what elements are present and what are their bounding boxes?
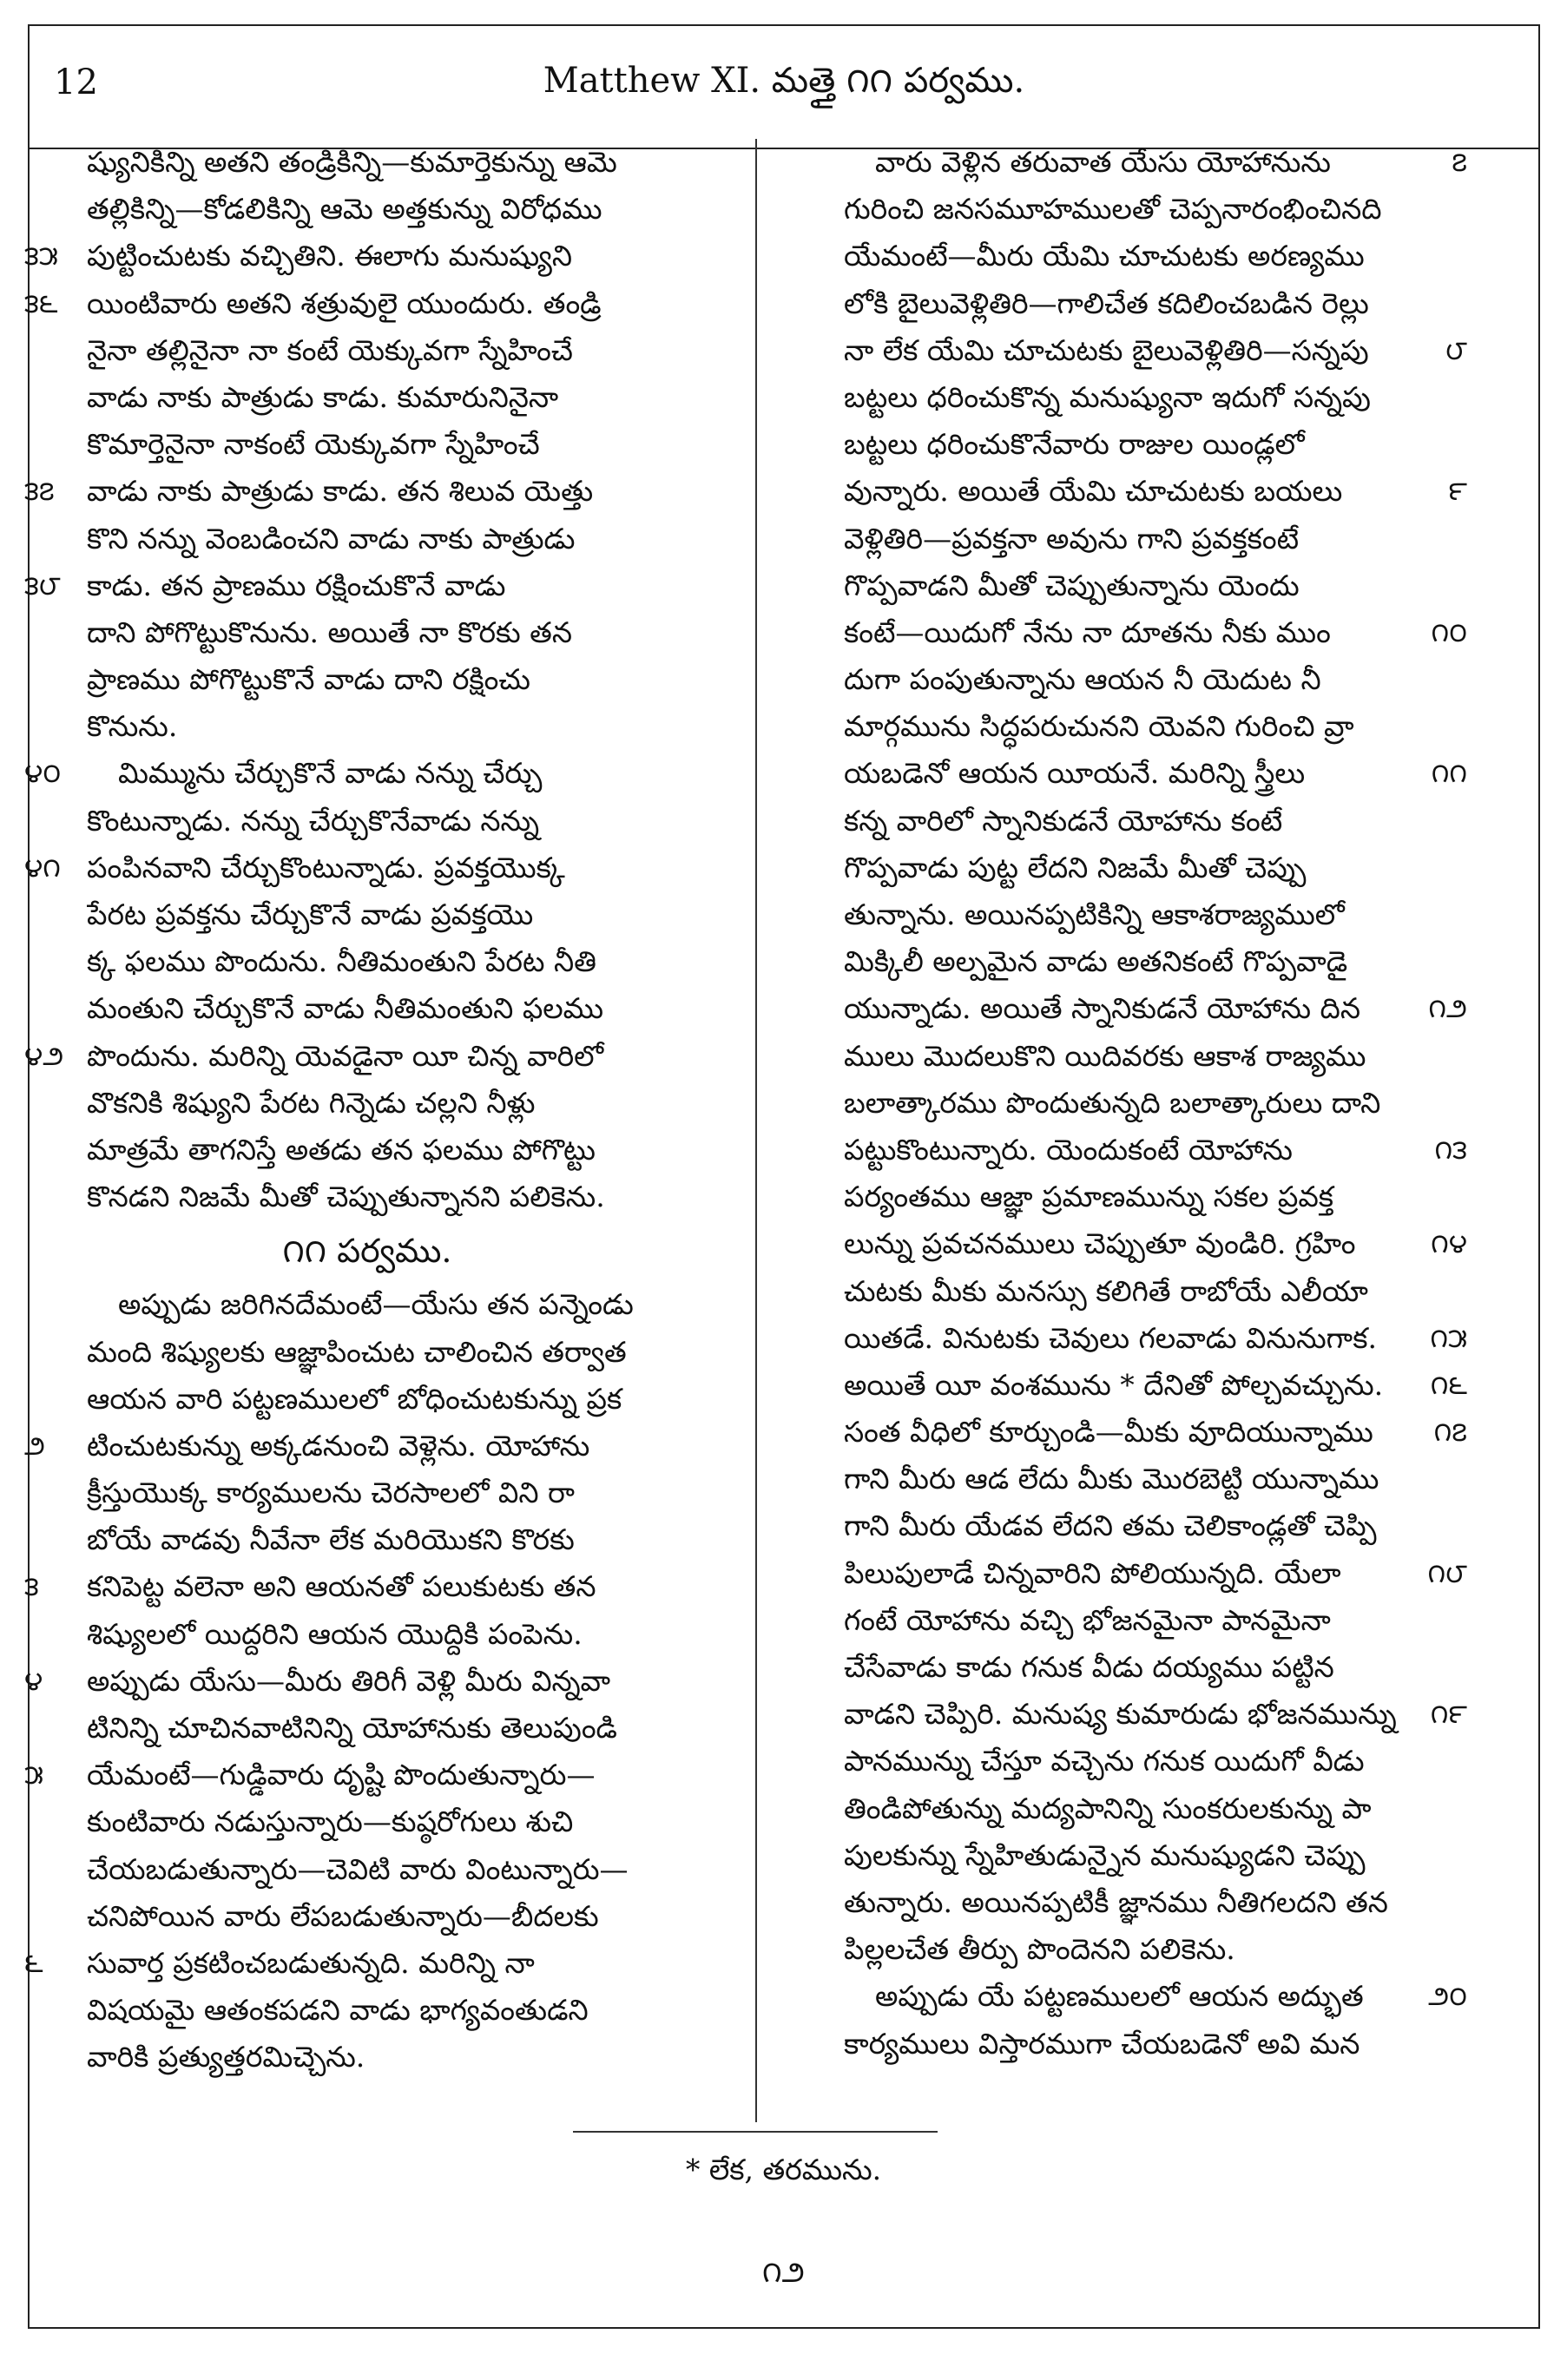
verse-text: బలాత్కారము పొందుతున్నది బలాత్కారులు దాని — [844, 1085, 1381, 1120]
verse-text: క్క ఫలము పొందును. నీతిమంతుని పేరట నీతి — [87, 944, 596, 979]
verse-number: ౪౧ — [24, 851, 61, 884]
text-line — [781, 1268, 1467, 1315]
text-line — [24, 562, 710, 609]
verse-text: పానమున్ను చేస్తూ వచ్చెను గనుక యిదుగో వీడు — [844, 1744, 1365, 1778]
text-line — [781, 327, 1467, 374]
verse-number: ౪౨ — [24, 1040, 64, 1072]
verse-number: ౨౦ — [1428, 1981, 1467, 2013]
verse-text: పొందును. మరిన్ని యెవడైనా యీ చిన్న వారిలో — [87, 1038, 604, 1073]
text-line — [24, 233, 710, 279]
verse-text: కుంటివారు నడుస్తున్నారు—కుష్ఠరోగులు శుచి — [87, 1805, 574, 1839]
footnote: * లేక, తరమును. — [685, 2153, 882, 2186]
text-line — [24, 374, 710, 421]
text-line — [24, 1080, 710, 1127]
text-line — [24, 750, 710, 797]
verse-text: యున్నాడు. అయితే స్నానికుడనే యోహాను దిన — [844, 991, 1361, 1026]
text-line — [781, 280, 1467, 327]
text-line — [781, 845, 1467, 891]
verse-text: గంటే యోహాను వచ్చి భోజనమైనా పానమైనా — [844, 1602, 1331, 1637]
verse-text: కొనును. — [87, 709, 178, 744]
text-line — [781, 798, 1467, 845]
text-line — [24, 1127, 710, 1174]
page-number: 12 — [54, 62, 98, 102]
verse-number: ౩౬ — [24, 287, 58, 319]
right-column — [781, 139, 1467, 2068]
verse-text: పట్టుకొంటున్నారు. యెందుకంటే యోహాను — [844, 1132, 1293, 1167]
verse-text: మిమ్మును చేర్చుకొనే వాడు నన్ను చేర్చు — [118, 756, 543, 791]
text-line — [24, 1658, 710, 1705]
running-title: Matthew XI. మత్తై ౧౧ పర్వము. — [543, 61, 1025, 101]
text-line — [781, 1502, 1467, 1549]
text-line — [24, 1376, 710, 1423]
verse-number: ౧౮ — [1427, 1557, 1467, 1589]
text-line — [781, 1691, 1467, 1738]
text-line — [781, 468, 1467, 515]
text-line — [781, 1550, 1467, 1597]
verse-number: ౩౫ — [24, 240, 58, 273]
text-line — [24, 1846, 710, 1893]
text-line — [24, 1893, 710, 1940]
text-line — [781, 1644, 1467, 1691]
text-line — [781, 1785, 1467, 1832]
verse-number: ౮ — [1445, 334, 1467, 366]
verse-text: కనిపెట్ట వలెనా అని ఆయనతో పలుకుటకు తన — [87, 1569, 596, 1604]
verse-text: చనిపోయిన వారు లేపబడుతున్నారు—బీదలకు — [87, 1898, 599, 1933]
verse-text: పర్యంతము ఆజ్ఞా ప్రమాణమున్ను సకల ప్రవక్త — [844, 1180, 1334, 1214]
verse-text: వాడు నాకు పాత్రుడు కాడు. తన శిలువ యెత్తు — [87, 474, 594, 509]
text-line — [24, 985, 710, 1032]
text-line — [24, 421, 710, 468]
verse-text: వాడు నాకు పాత్రుడు కాడు. కుమారునినైనా — [87, 379, 559, 414]
verse-text: ఆయన వారి పట్టణములలో బోధించుటకున్ను ప్రక — [87, 1381, 622, 1416]
verse-text: ములు మొదలుకొని యిదివరకు ఆకాశ రాజ్యము — [844, 1038, 1366, 1073]
text-line — [781, 2021, 1467, 2068]
verse-text: టించుటకున్ను అక్కడనుంచి వెళ్లెను. యోహాను — [87, 1428, 590, 1463]
text-line — [24, 938, 710, 985]
verse-text: బట్టలు ధరించుకొనేవారు రాజుల యిండ్లలో — [844, 427, 1305, 462]
text-line — [781, 421, 1467, 468]
verse-text: బట్టలు ధరించుకొన్న మనుష్యునా ఇదుగో సన్నపు — [844, 379, 1371, 414]
verse-text: యింటివారు అతని శత్రువులై యుందురు. తండ్రి — [87, 286, 602, 320]
text-line — [781, 374, 1467, 421]
verse-text: వాడని చెప్పిరి. మనుష్య కుమారుడు భోజనమున్ను — [844, 1697, 1397, 1732]
footnote-rule — [573, 2131, 938, 2133]
signature-mark: ౧౨ — [762, 2255, 805, 2290]
text-line — [781, 1879, 1467, 1926]
text-line — [781, 516, 1467, 562]
text-line — [24, 609, 710, 656]
text-line — [24, 186, 710, 233]
verse-text: చుటకు మీకు మనస్సు కలిగితే రాబోయే ఎలీయా — [844, 1273, 1368, 1308]
verse-text: మార్గమును సిద్ధపరుచునని యెవని గురించి వ్రా — [844, 709, 1354, 744]
verse-text: దాని పోగొట్టుకొనును. అయితే నా కొరకు తన — [87, 615, 572, 649]
verse-number: ౧౨ — [1428, 993, 1467, 1025]
verse-text: కొని నన్ను వెంబడించని వాడు నాకు పాత్రుడు — [87, 521, 576, 556]
text-line — [24, 891, 710, 938]
verse-text: నా లేక యేమి చూచుటకు బైలువెళ్లితిరి—సన్నపు — [844, 332, 1369, 367]
verse-text: యేమంటే—గుడ్డివారు దృష్టి పొందుతున్నారు— — [87, 1758, 596, 1792]
verse-text: తున్నాను. అయినప్పటికిన్ని ఆకాశరాజ్యములో — [844, 897, 1345, 931]
verse-text: సువార్త ప్రకటించబడుతున్నది. మరిన్ని నా — [87, 1945, 535, 1980]
verse-text: గాని మీరు యేడవ లేదని తమ చెలికాండ్లతో చెప్పి — [844, 1509, 1377, 1543]
text-line — [24, 280, 710, 327]
text-line — [781, 233, 1467, 279]
verse-text: కొంటున్నాడు. నన్ను చేర్చుకొనేవాడు నన్ను — [87, 803, 540, 838]
verse-text: పిలుపులాడే చిన్నవారిని పోలియున్నది. యేలా — [844, 1555, 1341, 1590]
text-line — [781, 985, 1467, 1032]
text-line — [781, 1315, 1467, 1362]
verse-text: వున్నారు. అయితే యేమి చూచుటకు బయలు — [844, 474, 1343, 509]
verse-text: వొకనికి శిష్యుని పేరట గిన్నెడు చల్లని నీళ్లు — [87, 1085, 536, 1120]
verse-text: గురించి జనసమూహములతో చెప్పనారంభించినది — [844, 192, 1382, 227]
chapter-heading: ౧౧ పర్వము. — [282, 1232, 452, 1271]
verse-text: లోకి బైలువెళ్లితిరి—గాలిచేత కదిలించబడిన రెల్లు — [844, 286, 1369, 320]
verse-number: ౪ — [24, 1665, 43, 1697]
verse-number: ౧౦ — [1431, 616, 1467, 648]
verse-text: యితడే. వినుటకు చెవులు గలవాడు వినునుగాక. — [844, 1320, 1378, 1355]
verse-text: పేరట ప్రవక్తను చేర్చుకొనే వాడు ప్రవక్తయొ — [87, 897, 534, 931]
verse-text: వారు వెళ్లిన తరువాత యేసు యోహానును — [875, 145, 1331, 179]
verse-number: ౧౩ — [1434, 1134, 1467, 1166]
verse-text: వారికి ప్రత్యుత్తరమిచ్చెను. — [87, 2040, 365, 2074]
verse-text: నైనా తల్లినైనా నా కంటే యెక్కువగా స్నేహించే — [87, 332, 573, 367]
verse-number: ౪౦ — [24, 758, 62, 790]
text-line — [781, 609, 1467, 656]
text-line — [781, 139, 1467, 186]
verse-text: వెళ్లితిరి—ప్రవక్తనా అవును గాని ప్రవక్తకంటే — [844, 521, 1300, 556]
verse-text: తల్లికిన్ని—కోడలికిన్ని ఆమె అత్తకున్ను విరోధము — [87, 192, 602, 227]
text-line — [781, 1220, 1467, 1267]
verse-text: కన్న వారిలో స్నానికుడనే యోహాను కంటే — [844, 803, 1283, 838]
verse-number: ౧౯ — [1430, 1699, 1467, 1731]
text-line — [781, 562, 1467, 609]
verse-text: ప్రాణము పోగొట్టుకొనే వాడు దాని రక్షించు — [87, 662, 530, 697]
text-line — [24, 2034, 710, 2081]
text-line — [24, 516, 710, 562]
text-line — [781, 1597, 1467, 1644]
text-line — [24, 845, 710, 891]
verse-text: పులకున్ను స్నేహితుడున్నైన మనుష్యుడని చెప్పు — [844, 1838, 1366, 1872]
verse-number: ౬ — [24, 1947, 43, 1979]
verse-text: గొప్పవాడని మీతో చెప్పుతున్నాను యెందు — [844, 568, 1300, 602]
verse-text: సంత వీధిలో కూర్చుండి—మీకు వూదియున్నాము — [844, 1415, 1373, 1450]
verse-text: యేమంటే—మీరు యేమి చూచుటకు అరణ్యము — [844, 239, 1365, 273]
text-line — [781, 750, 1467, 797]
verse-text: శిష్యులలో యిద్దరిని ఆయన యొద్దికి పంపెను. — [87, 1616, 583, 1651]
verse-text: మంది శిష్యులకు ఆజ్ఞాపించుట చాలించిన తర్వాత — [87, 1334, 627, 1369]
verse-number: ౯ — [1448, 476, 1467, 508]
text-line — [781, 891, 1467, 938]
text-line — [781, 1456, 1467, 1502]
text-line — [24, 1798, 710, 1845]
text-line — [24, 1281, 710, 1328]
text-line — [781, 186, 1467, 233]
verse-text: తిండిపోతున్ను మద్యపానిన్ని సుంకరులకున్ను పా — [844, 1791, 1372, 1825]
text-line — [781, 1738, 1467, 1785]
text-line — [781, 1033, 1467, 1080]
text-line — [24, 468, 710, 515]
text-line — [24, 1329, 710, 1376]
verse-number: ౧౬ — [1430, 1369, 1467, 1401]
verse-text: అయితే యీ వంశమును * దేనితో పోల్చవచ్చును. — [844, 1367, 1384, 1402]
verse-number: ౩ — [24, 1571, 39, 1603]
verse-number: ౫ — [24, 1759, 44, 1792]
text-line — [24, 703, 710, 750]
text-line — [24, 1987, 710, 2034]
page-header — [30, 26, 1538, 149]
text-line — [781, 703, 1467, 750]
verse-number: ౨ — [24, 1430, 45, 1462]
verse-text: ష్యునికిన్ని అతని తండ్రికిన్ని—కుమార్తెకున్ను ఆమె — [87, 145, 617, 179]
verse-text: అప్పుడు యే పట్టణములలో ఆయన అద్భుత — [875, 1979, 1364, 2014]
verse-text: పంపినవాని చేర్చుకొంటున్నాడు. ప్రవక్తయొక్క — [87, 850, 565, 884]
verse-text: కార్యములు విస్తారముగా చేయబడెనో అవి మన — [844, 2026, 1360, 2061]
text-line — [781, 1409, 1467, 1456]
text-line — [24, 1705, 710, 1752]
verse-text: కాడు. తన ప్రాణము రక్షించుకొనే వాడు — [87, 568, 506, 602]
verse-text: బోయే వాడవు నీవేనా లేక మరియొకని కొరకు — [87, 1522, 575, 1557]
text-line — [24, 1940, 710, 1987]
text-line — [781, 656, 1467, 703]
verse-text: కొనడని నిజమే మీతో చెప్పుతున్నానని పలికెను. — [87, 1180, 605, 1214]
left-column — [24, 139, 710, 2081]
column-divider — [755, 139, 757, 2122]
text-line — [24, 1516, 710, 1563]
text-line — [781, 1362, 1467, 1409]
verse-text: గాని మీరు ఆడ లేదు మీకు మొరబెట్టి యున్నాము — [844, 1462, 1379, 1496]
text-line — [781, 1127, 1467, 1174]
text-line — [781, 1973, 1467, 2020]
verse-number: ౧౧ — [1431, 758, 1467, 790]
verse-text: పుట్టించుటకు వచ్చితిని. ఈలాగు మనుష్యుని — [87, 239, 573, 273]
text-line — [781, 938, 1467, 985]
text-line — [24, 656, 710, 703]
verse-number: ౩౭ — [24, 476, 55, 508]
verse-number: ౭ — [1452, 147, 1467, 178]
verse-text: పిల్లలచేత తీర్పు పొందెనని పలికెను. — [844, 1932, 1235, 1967]
text-line — [24, 1611, 710, 1658]
text-line — [781, 1174, 1467, 1220]
text-line — [24, 1423, 710, 1469]
verse-text: టినిన్ని చూచినవాటినిన్ని యోహానుకు తెలుపుండి — [87, 1711, 617, 1745]
verse-text: విషయమై ఆతంకపడని వాడు భాగ్యవంతుడని — [87, 1993, 589, 2028]
verse-number: ౧౭ — [1433, 1417, 1467, 1449]
verse-text: యబడెనో ఆయన యీయనే. మరిన్ని స్త్రీలు — [844, 756, 1306, 791]
text-line — [781, 1926, 1467, 1973]
verse-number: ౩౮ — [24, 569, 61, 602]
verse-text: గొప్పవాడు పుట్ట లేదని నిజమే మీతో చెప్పు — [844, 850, 1307, 884]
verse-text: కొమార్తెనైనా నాకంటే యెక్కువగా స్నేహించే — [87, 427, 540, 462]
verse-text: తున్నారు. అయినప్పటికీ జ్ఞానము నీతిగలదని తన — [844, 1884, 1388, 1919]
text-line — [781, 1080, 1467, 1127]
verse-text: మంతుని చేర్చుకొనే వాడు నీతిమంతుని ఫలము — [87, 991, 604, 1026]
verse-text: మిక్కిలీ అల్పమైన వాడు అతనికంటే గొప్పవాడై — [844, 944, 1348, 979]
verse-text: లున్ను ప్రవచనములు చెప్పుతూ వుండిరి. గ్రహిం — [844, 1226, 1356, 1261]
verse-text: కంటే—యిదుగో నేను నా దూతను నీకు ముం — [844, 615, 1331, 649]
text-line — [24, 1752, 710, 1798]
text-line — [24, 1033, 710, 1080]
text-line — [24, 1563, 710, 1610]
verse-number: ౧౪ — [1431, 1228, 1467, 1260]
text-line — [24, 1174, 710, 1220]
verse-text: దుగా పంపుతున్నాను ఆయన నీ యెదుట నీ — [844, 662, 1321, 697]
text-line — [781, 1832, 1467, 1879]
verse-text: చేయబడుతున్నారు—చెవిటి వారు వింటున్నారు— — [87, 1851, 629, 1886]
verse-text: అప్పుడు యేసు—మీరు తిరిగీ వెళ్లి మీరు విన్నవా — [87, 1663, 611, 1698]
verse-text: చేసేవాడు కాడు గనుక వీడు దయ్యము పట్టిన — [844, 1650, 1334, 1684]
verse-text: అప్పుడు జరిగినదేమంటే—యేసు తన పన్నెండు — [118, 1287, 634, 1322]
verse-number: ౧౫ — [1430, 1322, 1467, 1354]
text-line — [24, 1469, 710, 1516]
text-line — [24, 327, 710, 374]
verse-text: క్రీస్తుయొక్క కార్యములను చెరసాలలో విని రా — [87, 1476, 575, 1510]
text-line — [24, 798, 710, 845]
text-line — [24, 139, 710, 186]
verse-text: మాత్రమే తాగనిస్తే అతడు తన ఫలము పోగొట్టు — [87, 1132, 596, 1167]
